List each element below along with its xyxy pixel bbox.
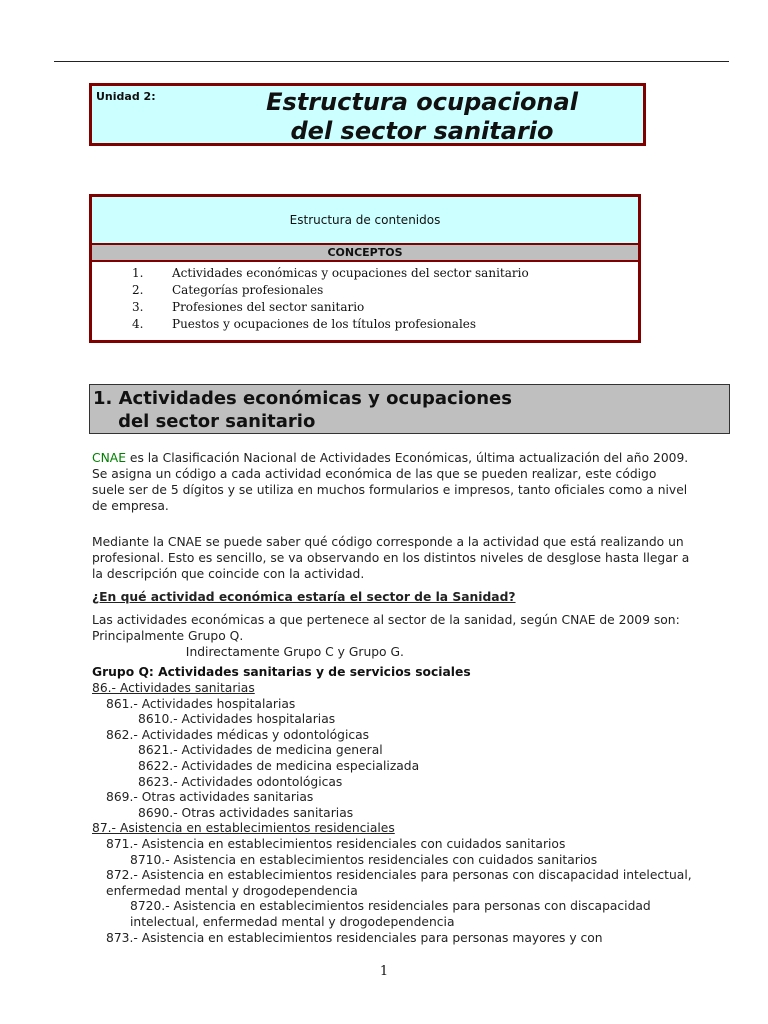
top-rule [54,61,729,62]
concept-text: Categorías profesionales [172,283,324,297]
sanidad-question: ¿En qué actividad económica estaría el sector de la Sanidad? [92,590,516,604]
grupos-line2: Indirectamente Grupo C y Grupo G. [92,645,404,659]
concept-item [92,317,638,334]
outline-line: 86.- Actividades sanitarias [92,681,255,695]
unit-title [212,88,632,146]
section-heading: 1. Actividades económicas y ocupaciones del sector sanitario [93,388,512,432]
grupo-q-outline [92,681,692,946]
concept-item [92,266,638,283]
contents-header-text: Estructura de contenidos [289,213,441,227]
outline-line: 872.- Asistencia en establecimientos residenciales para personas con discapacidad intelectual, enfermedad mental y drogodependencia [106,868,692,898]
cnae-code-description: Se asigna un código a cada actividad económica de las que se pueden realizar, este código suele ser de 5 dígitos y se utiliza en muchos formularios e impresos, tanto oficiales como a nivel de empresa. [92,467,688,513]
grupo-q-title: Grupo Q: Actividades sanitarias y de servicios sociales [92,665,471,679]
outline-line: 861.- Actividades hospitalarias [106,696,296,711]
concept-text: Puestos y ocupaciones de los títulos profesionales [172,317,477,331]
concepts-label: CONCEPTOS [92,245,638,262]
section-heading-box [89,384,730,434]
outline-line: 8690.- Otras actividades sanitarias [138,805,354,820]
outline-line: 8623.- Actividades odontológicas [138,774,343,789]
concept-number: 2. [132,283,144,297]
unit-title-line1: Estructura ocupacional [266,88,578,116]
concept-number: 3. [132,300,144,314]
cnae-highlight: CNAE [92,451,126,465]
outline-line: 873.- Asistencia en establecimientos residenciales para personas mayores y con [106,930,603,945]
outline-line: 862.- Actividades médicas y odontológicas [106,727,370,742]
outline-line: 8710.- Asistencia en establecimientos residenciales con cuidados sanitarios [130,852,598,867]
grupos-paragraph [92,612,692,660]
outline-line: 871.- Asistencia en establecimientos residenciales con cuidados sanitarios [106,836,566,851]
concept-number: 1. [132,266,144,280]
unit-title-line2: del sector sanitario [290,117,554,145]
outline-line: 8622.- Actividades de medicina especializada [138,758,420,773]
concept-text: Actividades económicas y ocupaciones del sector sanitario [172,266,529,280]
concept-item [92,283,638,300]
contents-structure-box [89,194,641,343]
outline-line: 8621.- Actividades de medicina general [138,743,383,758]
outline-line: 8720.- Asistencia en establecimientos residenciales para personas con discapacidad intelectual, enfermedad mental y drogodependencia [130,899,651,929]
concept-item [92,300,638,317]
concept-number: 4. [132,317,144,331]
concept-text: Profesiones del sector sanitario [172,300,365,314]
page-number: 1 [379,964,389,979]
unit-label: Unidad 2: [96,90,156,103]
concept-list [92,266,638,334]
cnae-usage-paragraph: Mediante la CNAE se puede saber qué código corresponde a la actividad que está realizando un profesional. Esto es sencillo, se va observando en los distintos niveles de desglose hasta llegar a la descripción que coincide con la actividad. [92,535,690,581]
unit-title-box [89,83,646,146]
grupos-line1: Las actividades económicas a que pertenece al sector de la sanidad, según CNAE de 2009 son: Principalmente Grupo Q. [92,613,680,643]
cnae-paragraph [92,450,692,514]
cnae-definition: es la Clasificación Nacional de Actividades Económicas, última actualización del año 2009. [125,451,689,465]
outline-line: 869.- Otras actividades sanitarias [106,790,314,805]
outline-line: 8610.- Actividades hospitalarias [138,712,336,727]
outline-line: 87.- Asistencia en establecimientos residenciales [92,821,395,836]
contents-header [92,197,638,245]
